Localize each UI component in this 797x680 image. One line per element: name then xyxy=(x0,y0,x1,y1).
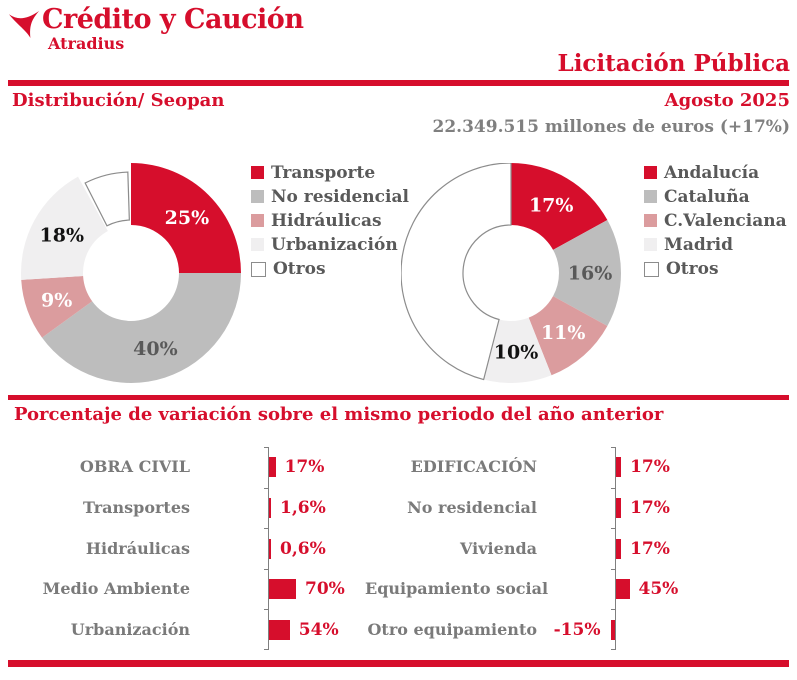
top-divider xyxy=(8,80,789,86)
legend-item xyxy=(251,235,409,259)
legend-sectors xyxy=(251,163,409,283)
axis-tick xyxy=(611,609,615,610)
donut-chart-regions xyxy=(401,163,621,383)
brand-subtitle: Atradius xyxy=(48,34,125,53)
legend-swatch xyxy=(251,214,264,227)
bar-value: 17% xyxy=(630,538,670,559)
donut-slice-value: 10% xyxy=(493,341,539,364)
axis-tick xyxy=(264,649,268,650)
legend-item xyxy=(251,163,409,187)
bar-value: 54% xyxy=(298,619,339,640)
legend-regions xyxy=(644,163,787,283)
bar-category-label: No residencial xyxy=(407,497,537,517)
donut-slice-value: 18% xyxy=(39,224,85,247)
bar-category-label: EDIFICACIÓN xyxy=(410,457,537,477)
bar-value: 45% xyxy=(638,579,679,600)
bar-category-label: Hidráulicas xyxy=(85,538,190,558)
legend-swatch xyxy=(251,190,264,203)
bar xyxy=(269,579,296,599)
bar-category-label: Medio Ambiente xyxy=(42,579,190,599)
bar-chart-obra-civil xyxy=(18,447,408,650)
legend-swatch xyxy=(644,166,657,179)
legend-swatch xyxy=(251,238,264,251)
brand-logo-icon xyxy=(8,10,40,39)
bar-value: 70% xyxy=(305,579,345,600)
axis-tick xyxy=(611,447,615,448)
bar xyxy=(269,539,271,559)
legend-label: Hidráulicas xyxy=(271,211,382,231)
legend-item xyxy=(251,211,409,235)
legend-swatch xyxy=(644,262,659,277)
legend-label: Madrid xyxy=(664,235,734,255)
donut-slice-value: 25% xyxy=(164,206,210,229)
bar-value: 1,6% xyxy=(280,497,326,518)
brand-name: Crédito y Caución xyxy=(42,4,304,35)
axis-tick xyxy=(264,488,268,489)
bar xyxy=(616,579,630,599)
page-title: Licitación Pública xyxy=(557,50,790,77)
bar-value: 17% xyxy=(630,497,670,518)
legend-swatch xyxy=(251,262,266,277)
legend-label: Otros xyxy=(666,259,719,279)
donut-slice-value: 17% xyxy=(528,194,574,217)
section-label: Distribución/ Seopan xyxy=(12,90,225,111)
legend-item xyxy=(644,163,787,187)
bar-category-label: OBRA CIVIL xyxy=(79,457,190,477)
legend-label: Urbanización xyxy=(271,235,398,255)
bar xyxy=(611,620,616,640)
axis-tick xyxy=(264,569,268,570)
bar xyxy=(616,539,621,559)
total-amount: 22.349.515 millones de euros (+17%) xyxy=(432,117,790,137)
bar-chart-edificacion xyxy=(365,447,755,650)
bar-value: 17% xyxy=(284,457,325,478)
donut-slice-value: 9% xyxy=(41,289,73,312)
legend-item xyxy=(644,187,787,211)
legend-item xyxy=(251,187,409,211)
donut-chart-sectors xyxy=(21,163,241,383)
bar xyxy=(616,498,621,518)
bar-value: 0,6% xyxy=(280,538,326,559)
bar xyxy=(616,457,621,477)
bar xyxy=(269,457,276,477)
legend-label: Transporte xyxy=(271,163,376,183)
donut-slice-value: 40% xyxy=(133,337,178,360)
axis-tick xyxy=(611,569,615,570)
legend-item xyxy=(644,259,787,283)
bar-value: -15% xyxy=(553,619,601,640)
legend-swatch xyxy=(251,166,264,179)
legend-label: Otros xyxy=(273,259,326,279)
bar-category-label: Equipamiento social xyxy=(365,579,549,599)
legend-item xyxy=(644,235,787,259)
axis-tick xyxy=(264,609,268,610)
bar xyxy=(269,498,271,518)
axis-tick xyxy=(611,488,615,489)
legend-swatch xyxy=(644,190,657,203)
legend-label: Andalucía xyxy=(664,163,760,183)
period-label: Agosto 2025 xyxy=(664,90,790,111)
axis-tick xyxy=(264,447,268,448)
bar-value: 17% xyxy=(630,457,670,478)
bar-category-label: Otro equipamiento xyxy=(367,619,537,639)
bar-category-label: Vivienda xyxy=(460,538,537,558)
legend-label: No residencial xyxy=(271,187,409,207)
axis-tick xyxy=(611,649,615,650)
legend-label: C.Valenciana xyxy=(664,211,787,231)
axis-tick xyxy=(611,528,615,529)
legend-item xyxy=(251,259,409,283)
donut-slice-value: 16% xyxy=(567,262,613,285)
bar-category-label: Transportes xyxy=(82,497,190,517)
donut-slice-value: 11% xyxy=(540,321,586,344)
middle-divider xyxy=(8,395,789,400)
axis-tick xyxy=(264,528,268,529)
bar xyxy=(269,620,290,640)
legend-label: Cataluña xyxy=(664,187,750,207)
legend-item xyxy=(644,211,787,235)
variation-section-title: Porcentaje de variación sobre el mismo periodo del año anterior xyxy=(14,404,664,425)
bottom-divider xyxy=(8,660,789,667)
legend-swatch xyxy=(644,238,657,251)
legend-swatch xyxy=(644,214,657,227)
bar-category-label: Urbanización xyxy=(70,619,190,639)
